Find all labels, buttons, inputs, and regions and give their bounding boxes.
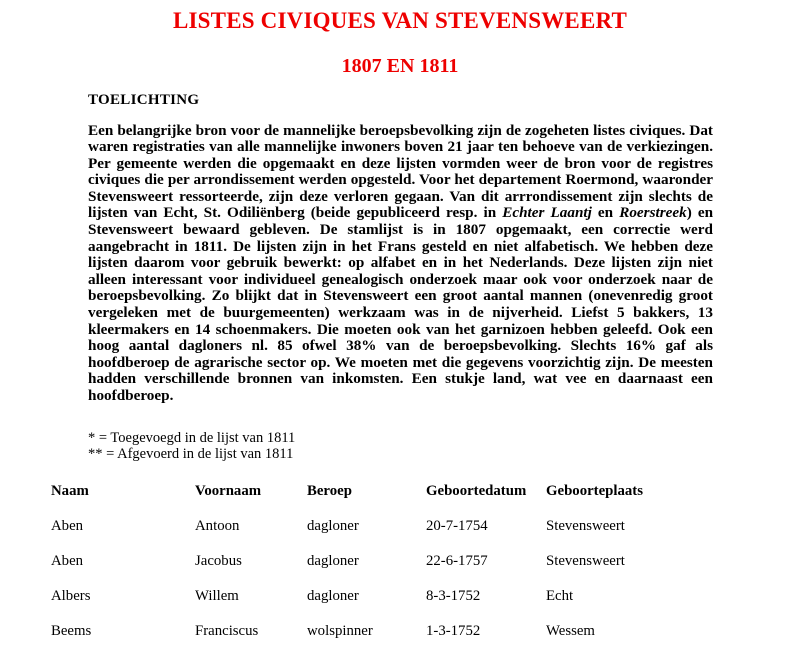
column-header-geboorteplaats: Geboorteplaats: [546, 483, 643, 499]
cell-voornaam: Antoon: [195, 518, 240, 534]
cell-beroep: wolspinner: [307, 623, 373, 639]
cell-geboortedatum: 1-3-1752: [426, 623, 481, 639]
column-header-geboortedatum: Geboortedatum: [426, 483, 527, 499]
cell-voornaam: Willem: [195, 588, 239, 604]
cell-geboorteplaats: Stevensweert: [546, 553, 625, 569]
cell-naam: Beems: [51, 623, 92, 639]
cell-geboortedatum: 8-3-1752: [426, 588, 481, 604]
table-row: [51, 588, 751, 623]
cell-geboorteplaats: Wessem: [546, 623, 595, 639]
cell-geboorteplaats: Stevensweert: [546, 518, 625, 534]
table-row: [51, 518, 751, 553]
paragraph-part-3: ) en Stevensweert bewaard gebleven. De stamlijst is in 1807 opgemaakt, een correctie werd aangebracht in 1811. De lijsten zijn in het Frans gesteld en niet alfabetisch. We hebben deze lijsten daarom voor gebruik bewerkt: op alfabet en in het Nederlands. Deze lijsten zijn niet alleen interessant voor individueel genealogisch onderzoek maar ook voor onderzoek naar de beroepsbevolking. Zo blijkt dat in Stevensweert een groot aantal mannen (onevenredig groot vergeleken met de buurgemeenten) werkzaam was in de nijverheid. Liefst 5 bakkers, 13 kleermakers en 14 schoenmakers. Die moeten ook van het garnizoen hebben geleefd. Ook een hoog aantal dagloners nl. 85 ofwel 38% van de beroepsbevolking. Slechts 16% gaf als hoofdberoep de agrarische sector op. We moeten met die gegevens voorzichtig zijn. De meesten hadden verschillende bronnen van inkomsten. Een stukje land, wat vee en daarnaast een hoofdberoep.: [88, 204, 714, 404]
legend-block: [88, 430, 295, 462]
column-header-voornaam: Voornaam: [195, 483, 262, 499]
legend-line-added: * = Toegevoegd in de lijst van 1811: [88, 430, 296, 446]
section-heading-toelichting: TOELICHTING: [88, 92, 200, 108]
legend-line-removed: ** = Afgevoerd in de lijst van 1811: [88, 446, 294, 462]
cell-geboortedatum: 20-7-1754: [426, 518, 488, 534]
table-header-row: [51, 483, 751, 518]
page-subtitle: 1807 EN 1811: [341, 55, 459, 78]
cell-naam: Albers: [51, 588, 91, 604]
cell-geboorteplaats: Echt: [546, 588, 574, 604]
cell-voornaam: Franciscus: [195, 623, 259, 639]
introduction-paragraph: [88, 123, 713, 405]
column-header-beroep: Beroep: [307, 483, 352, 499]
cell-voornaam: Jacobus: [195, 553, 242, 569]
column-header-naam: Naam: [51, 483, 89, 499]
cell-geboortedatum: 22-6-1757: [426, 553, 488, 569]
publication-title-roerstreek: Roerstreek: [619, 204, 687, 222]
table-row: [51, 553, 751, 588]
cell-beroep: dagloner: [307, 553, 359, 569]
page-title: LISTES CIVIQUES VAN STEVENSWEERT: [172, 8, 628, 33]
paragraph-part-2: en: [591, 204, 620, 222]
cell-naam: Aben: [51, 553, 84, 569]
cell-beroep: dagloner: [307, 588, 359, 604]
cell-beroep: dagloner: [307, 518, 359, 534]
paragraph-part-1: Een belangrijke bron voor de mannelijke beroepsbevolking zijn de zogeheten listes civiques. Dat waren registraties van alle mannelijke inwoners boven 21 jaar ten behoeve van de verkiezingen. Per gemeente werden die opgemaakt en deze lijsten vormden weer de bron voor de registres civiques die per arrondissement werden opgesteld. Voor het departement Roermond, waaronder Stevensweert ressorteerde, zijn deze verloren gegaan. Van dit arrrondissement zijn slechts de lijsten van Echt, St. Odiliënberg (beide gepubliceerd resp. in: [88, 121, 713, 222]
records-table: [51, 483, 751, 658]
cell-naam: Aben: [51, 518, 84, 534]
table-row: [51, 623, 751, 658]
publication-title-echter-laantj: Echter Laantj: [502, 204, 592, 222]
introduction-section: [88, 92, 713, 405]
